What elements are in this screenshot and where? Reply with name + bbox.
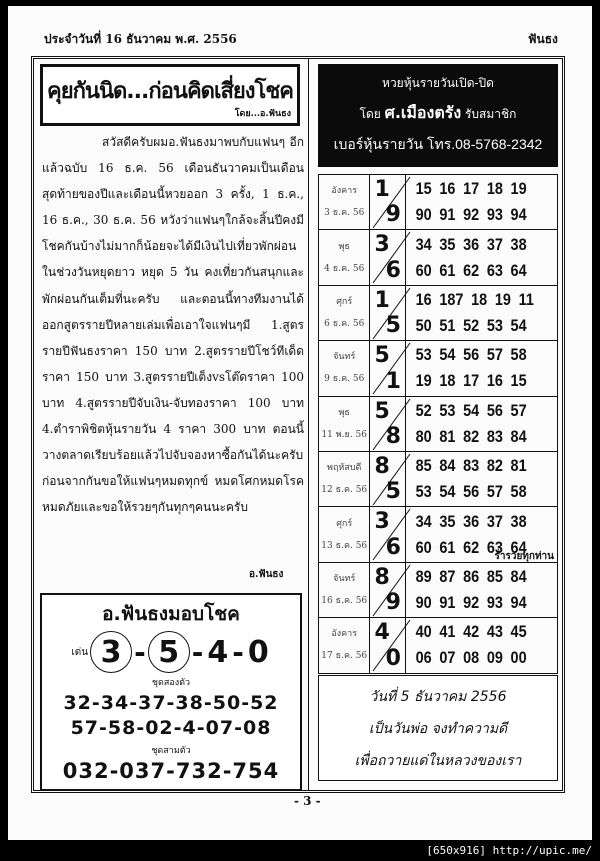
number-row	[406, 564, 534, 590]
number-row	[406, 398, 534, 424]
number: 11	[518, 289, 535, 309]
number: 07	[439, 648, 456, 668]
key-digit-bottom: 5	[385, 479, 401, 505]
number: 57	[487, 345, 504, 365]
number: 84	[510, 426, 528, 446]
key-digit-top: 5	[374, 398, 390, 424]
number: 35	[439, 234, 456, 254]
date: 17 ธ.ค. 56	[321, 651, 368, 662]
day: พฤหัสบดี	[327, 463, 362, 474]
digit: 0	[247, 634, 269, 670]
key-digits-cell	[370, 562, 405, 617]
header-author: ฟันธง	[528, 32, 558, 46]
key-digit-top: 1	[374, 287, 390, 313]
promo-title: อ.ฟันธงมอบโชค	[102, 603, 240, 625]
column-divider	[308, 59, 309, 790]
number: 82	[463, 426, 480, 446]
key-digits-cell	[370, 451, 405, 506]
number: 58	[510, 482, 528, 502]
date: 13 ธ.ค. 56	[321, 540, 368, 551]
number: 61	[439, 260, 456, 280]
number: 06	[416, 648, 433, 668]
number: 51	[439, 315, 456, 335]
key-digit-bottom: 9	[385, 590, 401, 616]
key-digits-cell	[370, 396, 405, 451]
banner-by-line	[318, 98, 558, 129]
number: 63	[487, 260, 504, 280]
number: 42	[463, 622, 480, 642]
number-row	[406, 313, 534, 339]
number: 86	[463, 566, 480, 586]
table-row	[319, 230, 558, 285]
banner-by: โดย	[359, 107, 381, 121]
date-cell	[319, 562, 370, 617]
number: 38	[510, 511, 528, 531]
number: 16	[487, 371, 504, 391]
key-digit-top: 5	[374, 343, 390, 369]
number-row	[406, 645, 534, 671]
key-digits-cell	[370, 341, 405, 396]
numbers-cell	[405, 451, 534, 506]
dash: -	[134, 635, 146, 669]
key-digits-cell	[370, 507, 405, 562]
number: 63	[487, 537, 504, 557]
key-digits-cell	[370, 230, 405, 285]
number: 37	[487, 511, 504, 531]
number: 17	[463, 371, 480, 391]
numbers-cell	[405, 618, 534, 673]
date-cell	[319, 396, 370, 451]
number: 36	[463, 511, 480, 531]
numbers-cell	[405, 562, 534, 617]
numbers-cell	[405, 175, 534, 230]
circled-digit: 5	[148, 631, 190, 673]
number: 53	[416, 345, 433, 365]
main-frame	[31, 56, 565, 793]
key-digit-bottom: 9	[385, 202, 401, 228]
number: 90	[416, 205, 433, 225]
date-line: วันที่ 5 ธันวาคม 2556	[369, 689, 507, 705]
watermark-bar: [650x916] http://upic.me/	[0, 840, 600, 861]
table-row	[319, 618, 558, 673]
article-body: สวัสดีครับผมอ.ฟันธงมาพบกับแฟนๆ อีกแล้วฉบับ 16 ธ.ค. 56 เดือนธันวาคมเป็นเดือนสุดท้ายของปีและเดือนนี้หวยออก 3 ครั้ง, 1 ธ.ค., 16 ธ.ค., 30 ธ.ค. 56 หวังว่าแฟนๆใกล้จะสิ้นปีคงมีโชคกันบ้างไม่มากก็น้อยจะได้มีเงินไปเที่ยวพักผ่อนในช่วงวันหยุดยาว หยุด 5 วัน คงเที่ยวกันสนุกและพักผ่อนกันเต็มที่นะครับ และตอนนี้ทางทีมงานได้ออกสูตรรายปีหลายเล่มเพื่อเอาใจแฟนๆมี 1.สูตรรายปีฟันธงราคา 150 บาท 2.สูตรรายปีโชว์ทีเด็ดราคา 150 บาท 3.สูตรรายปีเต็งvsโต๊ดราคา 100 บาท 4.สูตรรายปีจับเงิน-จับทองราคา 100 บาท 4.ตำราพิชิตหุ้นรายวัน 4 ราคา 300 บาท ตอนนี้วางตลาดเรียบร้อยแล้วไปจับจองหาซื้อกันได้นะครับ ก่อนจากกันขอให้แฟนๆหมดทุกข์ หมดโศกหมดโรค หมดภัยและขอให้รวยๆกันทุกๆคนนะครับ	[42, 135, 304, 515]
number: 53	[439, 400, 456, 420]
number: 91	[439, 205, 456, 225]
number: 18	[487, 179, 504, 199]
number: 81	[510, 456, 528, 476]
table-row	[319, 562, 558, 617]
number: 94	[510, 205, 528, 225]
number-row	[406, 619, 534, 645]
page-number: - 3 -	[294, 794, 321, 808]
number: 52	[463, 315, 480, 335]
circled-digit: 3	[90, 631, 132, 673]
date: 4 ธ.ค. 56	[324, 263, 365, 274]
day: ศุกร์	[336, 518, 353, 529]
number: 19	[510, 179, 528, 199]
date: 3 ธ.ค. 56	[324, 208, 365, 219]
date-line: เพื่อถวายแด่ในหลวงของเรา	[354, 753, 522, 769]
two-digit-line: 57-58-02-4-07-08	[70, 717, 272, 739]
promo-box	[40, 593, 302, 791]
number: 54	[463, 400, 480, 420]
date: 11 พ.ย. 56	[321, 429, 367, 440]
day: จันทร์	[333, 573, 356, 584]
date-box	[318, 675, 558, 781]
date-cell	[319, 230, 370, 285]
day: ศุกร์	[336, 296, 353, 307]
page	[8, 6, 592, 840]
number: 85	[487, 566, 504, 586]
number: 15	[510, 371, 528, 391]
digit: 4	[207, 634, 229, 670]
numbers-cell	[405, 230, 534, 285]
day: จันทร์	[333, 352, 356, 363]
column-byline: โดย...อ.ฟันธง	[234, 109, 291, 119]
number-row	[406, 232, 534, 258]
number: 56	[463, 482, 480, 502]
date-cell	[319, 341, 370, 396]
number: 19	[416, 371, 433, 391]
number: 18	[439, 371, 456, 391]
number: 35	[439, 511, 456, 531]
number-row	[406, 535, 534, 561]
date-cell	[319, 451, 370, 506]
number: 187	[439, 289, 464, 309]
key-digit-bottom: 1	[385, 368, 401, 394]
column-title: คุยกันนิด...ก่อนคิดเสี่ยงโชค	[47, 79, 293, 104]
number: 89	[416, 566, 433, 586]
number: 94	[510, 592, 528, 612]
number: 91	[439, 592, 456, 612]
number: 53	[416, 482, 433, 502]
date-cell	[319, 285, 370, 340]
number: 85	[416, 456, 433, 476]
number: 81	[439, 426, 456, 446]
table-row	[319, 285, 558, 340]
number: 93	[487, 592, 504, 612]
number: 52	[416, 400, 433, 420]
number: 80	[416, 426, 433, 446]
number: 56	[487, 400, 504, 420]
number: 34	[416, 511, 433, 531]
number-row	[406, 202, 534, 228]
number: 08	[463, 648, 480, 668]
key-digit-bottom: 6	[385, 257, 401, 283]
date-line: เป็นวันพ่อ จงทำความดี	[368, 721, 508, 737]
number: 62	[463, 537, 480, 557]
table-row	[319, 451, 558, 506]
number: 36	[463, 234, 480, 254]
number: 38	[510, 234, 528, 254]
date-cell	[319, 175, 370, 230]
key-digit-bottom: 5	[385, 313, 401, 339]
table-row	[319, 507, 558, 562]
dash: -	[232, 635, 244, 669]
number-row	[406, 368, 534, 394]
number: 60	[416, 260, 433, 280]
table-row	[319, 175, 558, 230]
date-cell	[319, 507, 370, 562]
key-digit-bottom: 0	[385, 645, 401, 671]
three-digit-line: 032-037-732-754	[62, 759, 280, 783]
key-digit-bottom: 6	[385, 534, 401, 560]
number: 19	[495, 289, 512, 309]
number: 83	[487, 426, 504, 446]
number: 90	[416, 592, 433, 612]
number: 34	[416, 234, 433, 254]
number-row	[406, 479, 534, 505]
play-numbers	[42, 631, 300, 673]
numbers-cell	[405, 285, 534, 340]
key-digit-bottom: 8	[385, 423, 401, 449]
banner-name: ศ.เมืองตรัง	[384, 103, 462, 122]
day: พุธ	[338, 241, 350, 252]
two-digit-label: ชุดสองตัว	[151, 678, 191, 688]
day: อังคาร	[331, 186, 358, 197]
number: 92	[463, 205, 480, 225]
key-digit-top: 8	[374, 453, 390, 479]
number: 16	[439, 179, 456, 199]
day: อังคาร	[331, 629, 358, 640]
number: 93	[487, 205, 504, 225]
key-digits-cell	[370, 175, 405, 230]
number: 50	[416, 315, 433, 335]
play-label: เด่น	[71, 646, 89, 658]
number: 92	[463, 592, 480, 612]
number-row	[406, 424, 534, 450]
number: 53	[487, 315, 504, 335]
number: 57	[510, 400, 528, 420]
number: 09	[487, 648, 504, 668]
sign-greeting: ร่ำรวยทุกท่าน	[494, 551, 554, 562]
numbers-cell	[405, 507, 534, 562]
number-row	[406, 287, 534, 313]
number: 41	[439, 622, 456, 642]
date: 9 ธ.ค. 56	[324, 374, 365, 385]
number: 16	[416, 289, 433, 309]
column-title-box	[40, 64, 300, 126]
header-date: ประจำวันที่ 16 ธันวาคม พ.ศ. 2556	[44, 32, 237, 46]
number: 57	[487, 482, 504, 502]
number: 84	[439, 456, 456, 476]
number-row	[406, 509, 534, 535]
number: 15	[416, 179, 433, 199]
table-row	[319, 396, 558, 451]
number: 83	[463, 456, 480, 476]
three-digit-label: ชุดสามตัว	[151, 746, 191, 756]
article	[42, 129, 304, 520]
table-row	[319, 341, 558, 396]
number: 82	[487, 456, 504, 476]
numbers-cell	[405, 341, 534, 396]
number: 43	[487, 622, 504, 642]
number: 45	[510, 622, 528, 642]
number: 87	[439, 566, 456, 586]
number: 64	[510, 537, 528, 557]
number: 17	[463, 179, 480, 199]
number: 56	[463, 345, 480, 365]
date: 12 ธ.ค. 56	[321, 485, 368, 496]
number: 84	[510, 566, 528, 586]
numbers-cell	[405, 396, 534, 451]
results-table	[318, 174, 558, 674]
number: 00	[510, 648, 528, 668]
number: 37	[487, 234, 504, 254]
key-digit-top: 3	[374, 509, 390, 535]
key-digits-cell	[370, 618, 405, 673]
number-row	[406, 258, 534, 284]
number: 18	[471, 289, 488, 309]
day: พุธ	[338, 407, 350, 418]
number-row	[406, 590, 534, 616]
banner-member: รับสมาชิก	[464, 107, 517, 121]
number: 58	[510, 345, 528, 365]
number-row	[406, 342, 534, 368]
key-digit-top: 8	[374, 564, 390, 590]
date: 16 ธ.ค. 56	[321, 595, 368, 606]
number: 54	[510, 315, 528, 335]
date: 6 ธ.ค. 56	[324, 318, 365, 329]
number: 62	[463, 260, 480, 280]
number: 54	[439, 482, 456, 502]
date-cell	[319, 618, 370, 673]
number-row	[406, 453, 534, 479]
number-row	[406, 176, 534, 202]
dash: -	[191, 635, 204, 669]
two-digit-line: 32-34-37-38-50-52	[63, 692, 279, 714]
number: 64	[510, 260, 528, 280]
number: 60	[416, 537, 433, 557]
sign-name: อ.ฟันธง	[249, 569, 284, 580]
banner	[318, 64, 558, 167]
number: 40	[416, 622, 433, 642]
key-digit-top: 4	[374, 620, 390, 646]
banner-title: หวยหุ้นรายวันเปิด-ปิด	[382, 76, 494, 90]
key-digit-top: 1	[374, 177, 390, 202]
banner-phone: เบอร์หุ้นรายวัน โทร.08-5768-2342	[333, 136, 543, 152]
number: 54	[439, 345, 456, 365]
key-digit-top: 3	[374, 232, 390, 258]
key-digits-cell	[370, 285, 405, 340]
number: 61	[439, 537, 456, 557]
